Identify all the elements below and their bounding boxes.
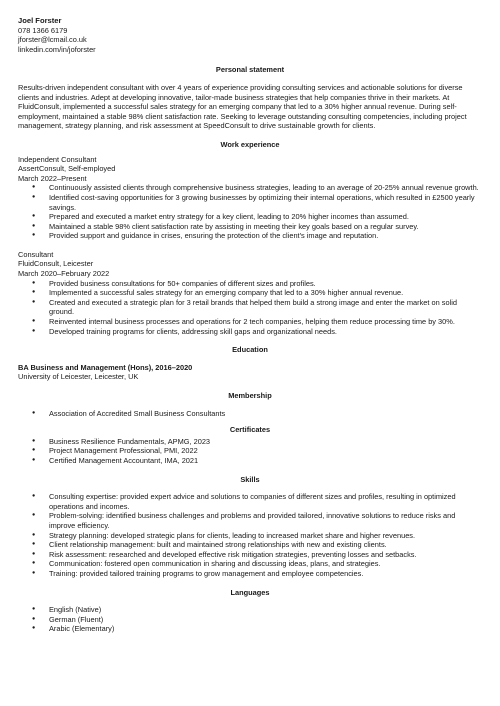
skill-item: ● Client relationship management: built and maintained strong relationships with new and existing clients. (49, 540, 482, 550)
job-dates: March 2022–Present (18, 173, 87, 183)
job-bullet-list (18, 183, 482, 241)
skill-item: ● Strategy planning: developed strategic plans for clients, leading to increased market share and higher revenues. (49, 531, 482, 541)
contact-block (18, 16, 482, 54)
skills-list (18, 492, 482, 578)
membership-heading: Membership (228, 391, 272, 400)
job-entry (18, 250, 482, 336)
certificate-item: ● Certified Management Accountant, IMA, 2021 (49, 456, 482, 466)
membership-list (18, 409, 482, 419)
degree: BA Business and Management (Hons), 2016–2020 (18, 362, 193, 372)
certificate-item: ● Project Management Professional, PMI, 2022 (49, 446, 482, 456)
job-company: AssertConsult, Self-employed (18, 164, 116, 174)
certificates-heading: Certificates (229, 425, 271, 435)
language-item: ● Arabic (Elementary) (49, 624, 482, 634)
job-role: Independent Consultant (18, 154, 97, 164)
phone-number: 078 1366 6179 (18, 25, 68, 35)
skill-item: ● Risk assessment: researched and developed effective risk mitigation strategies, preventing losses and setbacks. (49, 550, 482, 560)
job-bullet: ● Identified cost-saving opportunities for 3 growing businesses by optimizing their internal operations, which resulted in £2500 yearly savings. (49, 193, 482, 212)
job-role: Consultant (18, 249, 54, 259)
certificate-item: ● Business Resilience Fundamentals, APMG, 2023 (49, 437, 482, 447)
candidate-name: Joel Forster (18, 16, 62, 25)
job-bullet: ● Created and executed a strategic plan for 3 retail brands that helped them build a strong image and enter the market on solid ground. (49, 298, 482, 317)
language-item: ● German (Fluent) (49, 615, 482, 625)
job-bullet: ● Prepared and executed a market entry strategy for a key client, leading to 20% higher incomes than assumed. (49, 212, 482, 222)
languages-heading: Languages (230, 587, 270, 597)
certificates-list (18, 437, 482, 466)
email-address: jforster@lcmail.co.uk (18, 35, 87, 45)
language-item: ● English (Native) (49, 605, 482, 615)
school: University of Leicester, Leicester, UK (18, 372, 139, 382)
education-heading: Education (232, 345, 268, 355)
skill-item: ● Communication: fostered open communication in sharing and discussing ideas, plans, and strategies. (49, 559, 482, 569)
job-bullet: ● Continuously assisted clients through comprehensive business strategies, leading to an average of 20-25% annual revenue growth. (49, 183, 482, 193)
skills-heading: Skills (240, 474, 260, 484)
job-bullet: ● Developed training programs for clients, addressing skill gaps and organizational needs. (49, 327, 482, 337)
job-bullet: ● Reinvented internal business processes and operations for 2 tech companies, helping them reduce processing time by 30%. (49, 317, 482, 327)
languages-list (18, 605, 482, 634)
work-experience-heading: Work experience (220, 139, 280, 149)
job-bullet: ● Implemented a successful sales strategy for an emerging company that led to a 30% higher annual revenue. (49, 288, 482, 298)
personal-statement-text: Results-driven independent consultant with over 4 years of experience providing consulting services and actionable solutions for diverse clients and industries. Adept at developing innovative, tailor-made business strategies that help companies thrive in their markets. At FluidConsult, implemented a successful sales strategy for an emerging company that led to a 30% higher annual revenue. During self-employment, maintained a stable 98% client satisfaction rate. Seeking to leverage outstanding consulting competencies, including project management, strategy planning, and risk assessment at SpeedConsult to drive sustainable growth for clients. (18, 82, 467, 131)
personal-statement-heading: Personal statement (215, 65, 285, 75)
job-bullet: ● Maintained a stable 98% client satisfaction rate by assisting in meeting their key goals based on a regular survey. (49, 222, 482, 232)
job-company: FluidConsult, Leicester (18, 259, 94, 269)
job-entry (18, 155, 482, 241)
skill-item: ● Consulting expertise: provided expert advice and solutions to companies of different sizes and profiles, resulting in optimized operations and incomes. (49, 492, 482, 511)
membership-item: ● Association of Accredited Small Business Consultants (49, 409, 482, 419)
job-bullet: ● Provided business consultations for 50+ companies of different sizes and profiles. (49, 279, 482, 289)
job-bullet: ● Provided support and guidance in crises, ensuring the protection of the client's image and reputation. (49, 231, 482, 241)
linkedin-url: linkedin.com/in/joforster (18, 44, 96, 54)
job-dates: March 2020–February 2022 (18, 269, 110, 279)
skill-item: ● Training: provided tailored training programs to grow management and employee competencies. (49, 569, 482, 579)
job-bullet-list (18, 279, 482, 337)
skill-item: ● Problem-solving: identified business challenges and problems and provided tailored, innovative solutions to reduce risks and improve efficiency. (49, 511, 482, 530)
